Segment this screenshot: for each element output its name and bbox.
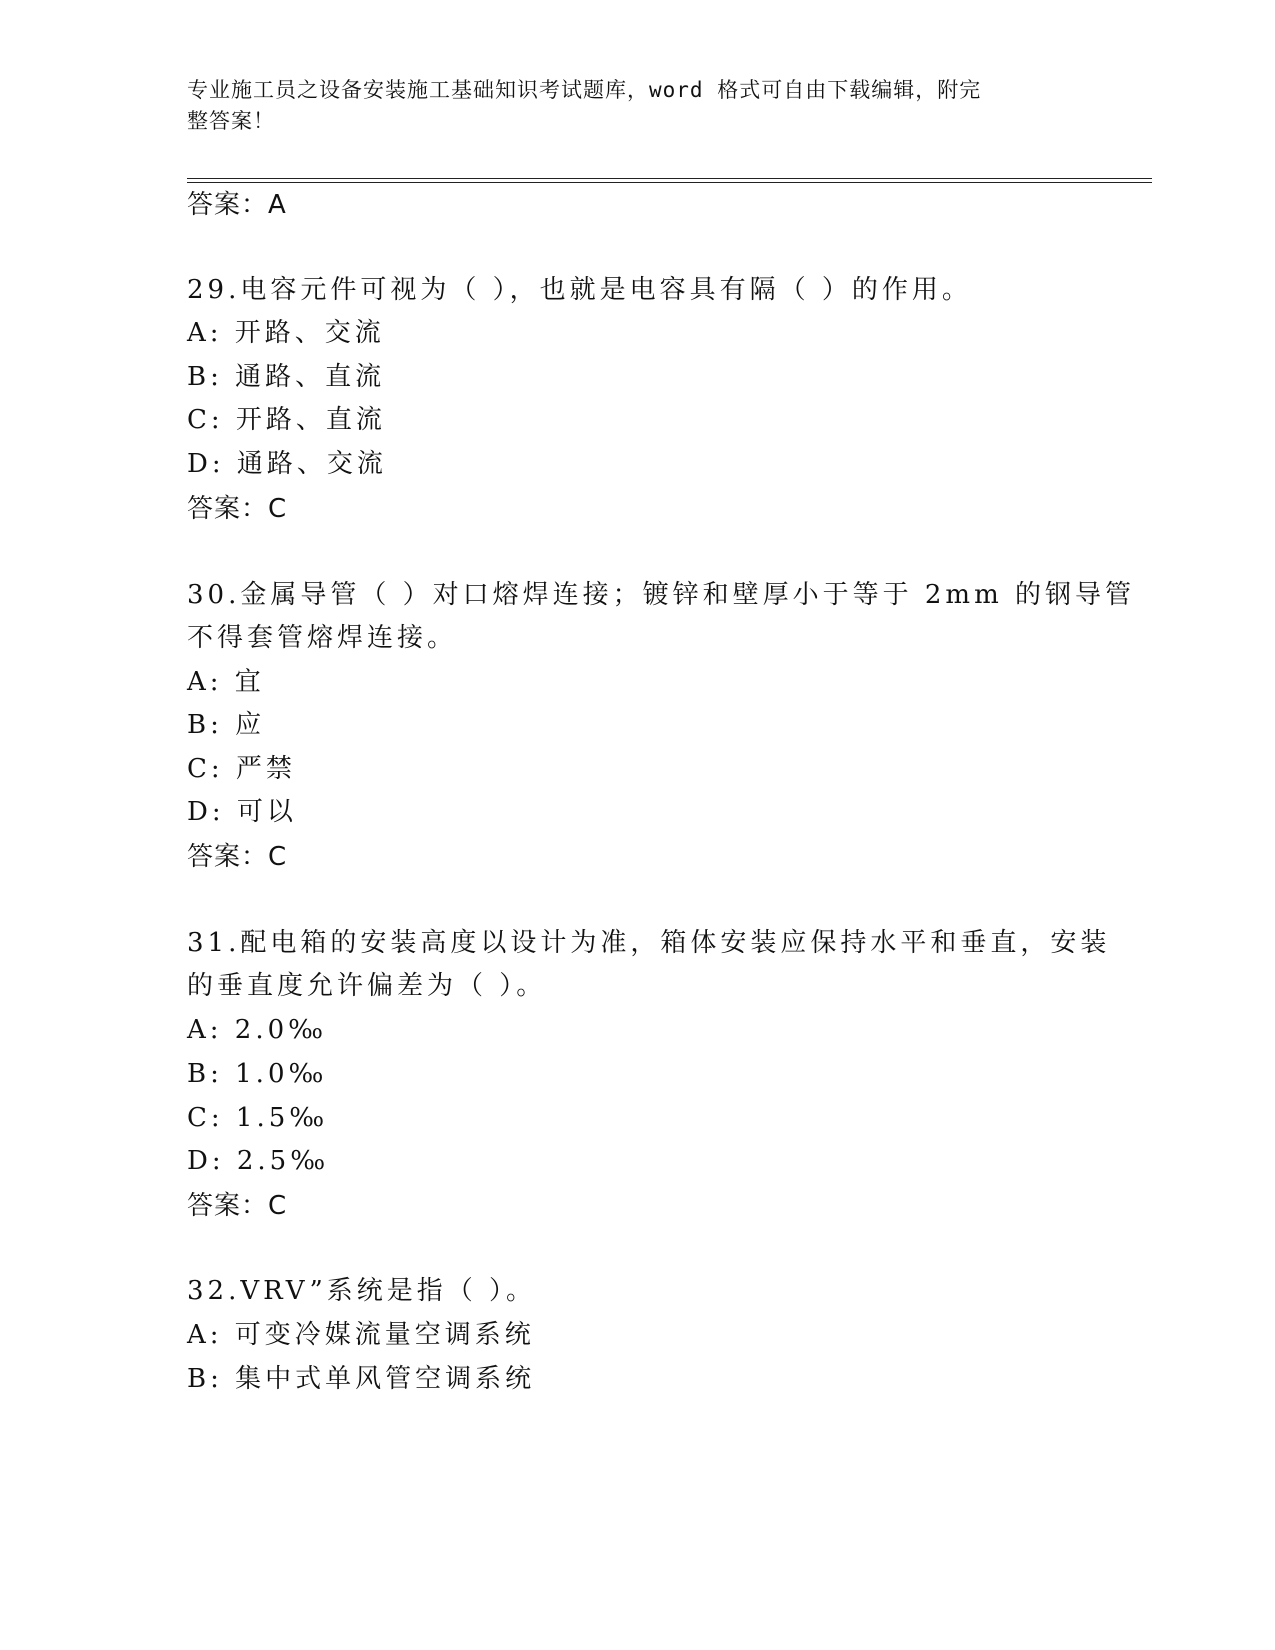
document-page (187, 0, 1152, 1650)
header-line-2: 整答案！ (187, 109, 275, 133)
question-31-option-b: B: 1.0‰ (187, 1059, 328, 1089)
question-29-option-b: B: 通路、直流 (187, 362, 386, 392)
question-31-option-d: D: 2.5‰ (187, 1146, 330, 1176)
previous-answer: 答案：A (187, 190, 287, 220)
question-30-option-a: A: 宜 (187, 667, 265, 697)
question-29-stem: 29.电容元件可视为（ ），也就是电容具有隔（ ）的作用。 (187, 275, 972, 305)
question-29-option-c: C: 开路、直流 (187, 405, 386, 435)
question-30-option-b: B: 应 (187, 710, 266, 740)
question-30-option-c: C: 严禁 (187, 754, 296, 784)
question-29-answer: 答案：C (187, 494, 288, 524)
question-31-option-a: A: 2.0‰ (187, 1015, 328, 1045)
question-30-option-d: D: 可以 (187, 797, 297, 827)
question-30-stem-line-1: 30.金属导管（ ）对口熔焊连接；镀锌和壁厚小于等于 2mm 的钢导管 (187, 580, 1135, 610)
question-31-option-c: C: 1.5‰ (187, 1103, 329, 1133)
document-header (187, 75, 1067, 137)
question-32-stem: 32.VRV”系统是指（ ）。 (187, 1276, 537, 1306)
header-divider (187, 178, 1152, 183)
question-30-stem-line-2: 不得套管熔焊连接。 (187, 623, 458, 653)
question-31-answer: 答案：C (187, 1191, 288, 1221)
question-30-answer: 答案：C (187, 842, 288, 872)
question-29-option-d: D: 通路、交流 (187, 449, 387, 479)
question-31-stem-line-1: 31.配电箱的安装高度以设计为准，箱体安装应保持水平和垂直，安装 (187, 928, 1111, 958)
question-29-option-a: A: 开路、交流 (187, 318, 385, 348)
question-32-option-b: B: 集中式单风管空调系统 (187, 1364, 536, 1394)
header-line-1: 专业施工员之设备安装施工基础知识考试题库，word 格式可自由下载编辑，附完 (187, 78, 982, 102)
question-31-stem-line-2: 的垂直度允许偏差为（ ）。 (187, 971, 547, 1001)
question-32-option-a: A: 可变冷媒流量空调系统 (187, 1320, 535, 1350)
